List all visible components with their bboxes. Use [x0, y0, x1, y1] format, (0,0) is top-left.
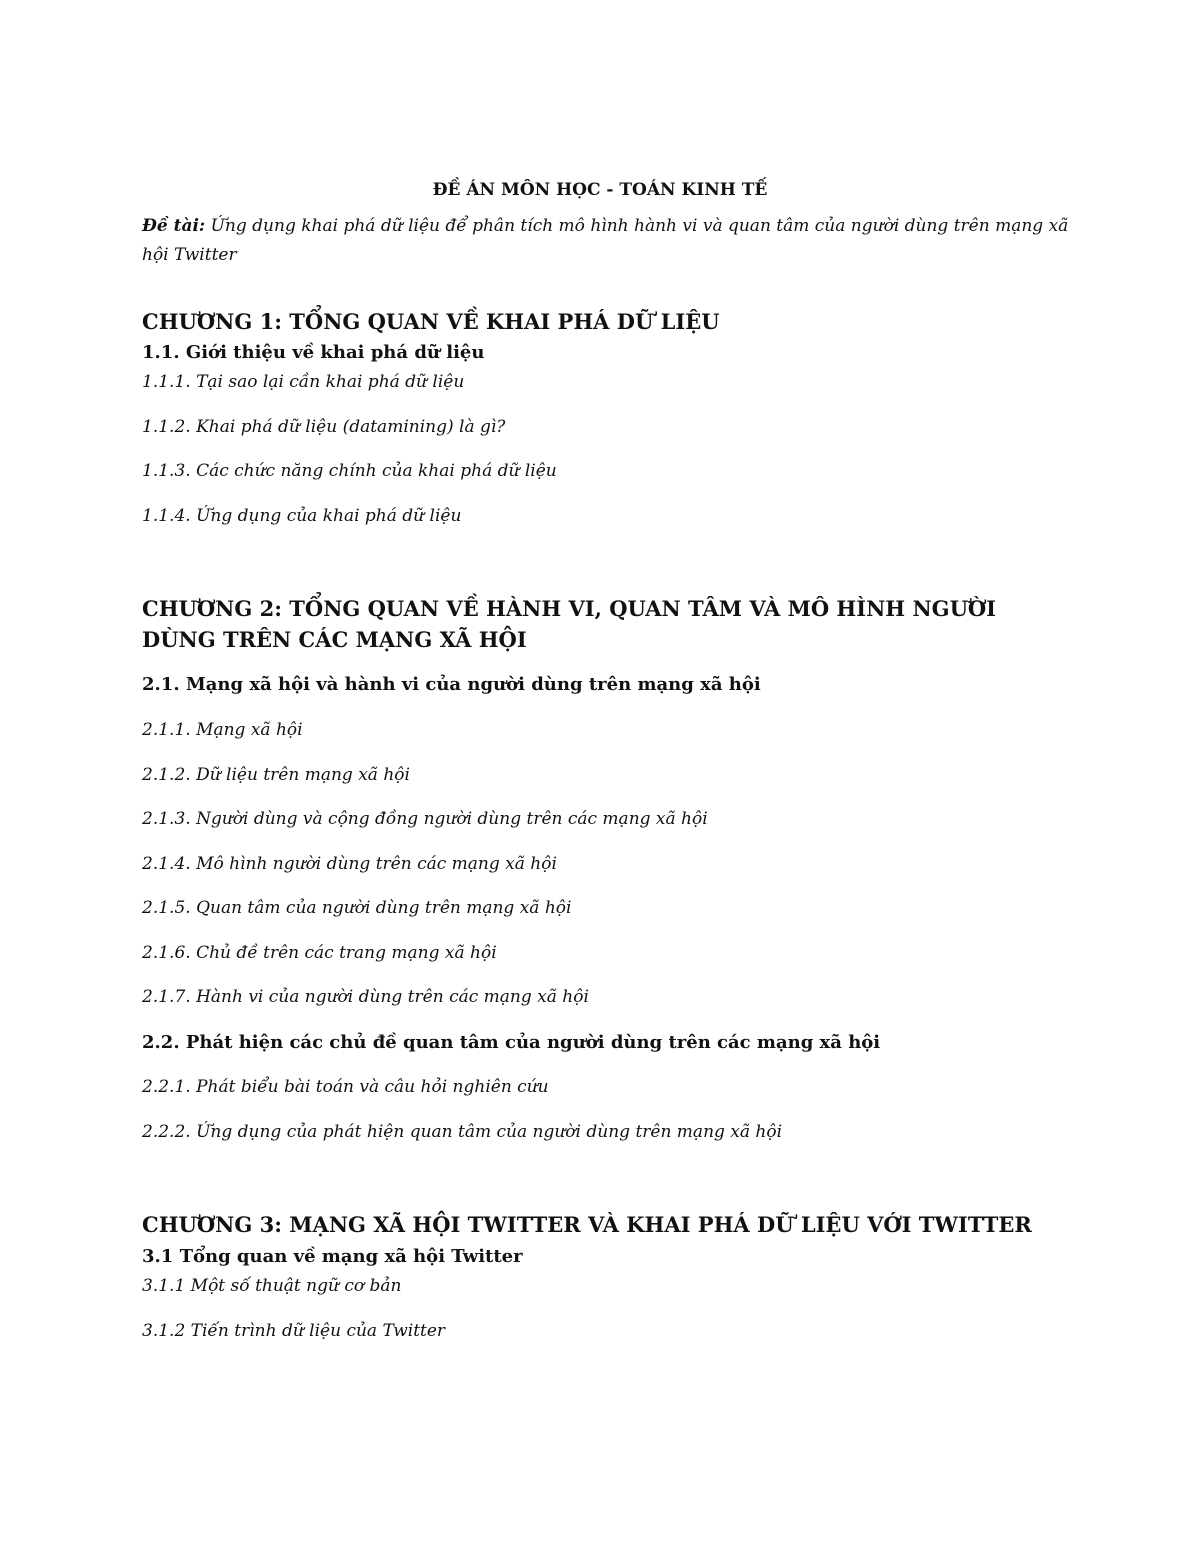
subsection-1-1-3: 1.1.3. Các chức năng chính của khai phá dữ liệu	[142, 461, 557, 481]
subsection-2-1-2: 2.1.2. Dữ liệu trên mạng xã hội	[142, 765, 410, 785]
subsection-3-1-1: 3.1.1 Một số thuật ngữ cơ bản	[142, 1276, 402, 1296]
topic-paragraph	[142, 212, 1072, 270]
subsection-2-1-5: 2.1.5. Quan tâm của người dùng trên mạng xã hội	[142, 898, 572, 918]
chapter-2-heading: CHƯƠNG 2: TỔNG QUAN VỀ HÀNH VI, QUAN TÂM VÀ MÔ HÌNH NGƯỜI DÙNG TRÊN CÁC MẠNG XÃ HỘI	[142, 596, 997, 652]
topic-label: Đề tài:	[142, 216, 206, 236]
subsection-2-1-4: 2.1.4. Mô hình người dùng trên các mạng xã hội	[142, 854, 557, 874]
section-1-1-heading: 1.1. Giới thiệu về khai phá dữ liệu	[142, 342, 485, 363]
subsection-2-2-2: 2.2.2. Ứng dụng của phát hiện quan tâm của người dùng trên mạng xã hội	[142, 1122, 783, 1142]
subsection-2-1-7: 2.1.7. Hành vi của người dùng trên các mạng xã hội	[142, 987, 589, 1007]
subsection-2-2-1: 2.2.1. Phát biểu bài toán và câu hỏi nghiên cứu	[142, 1077, 549, 1097]
section-3-1-heading: 3.1 Tổng quan về mạng xã hội Twitter	[142, 1246, 523, 1267]
chapter-1-heading: CHƯƠNG 1: TỔNG QUAN VỀ KHAI PHÁ DỮ LIỆU	[142, 309, 720, 334]
subsection-2-1-6: 2.1.6. Chủ đề trên các trang mạng xã hội	[142, 943, 497, 963]
subsection-3-1-2: 3.1.2 Tiến trình dữ liệu của Twitter	[142, 1321, 446, 1341]
document-title: ĐỀ ÁN MÔN HỌC - TOÁN KINH TẾ	[432, 180, 768, 200]
subsection-1-1-2: 1.1.2. Khai phá dữ liệu (datamining) là gì?	[142, 417, 506, 437]
section-2-1-heading: 2.1. Mạng xã hội và hành vi của người dùng trên mạng xã hội	[142, 674, 761, 695]
subsection-1-1-1: 1.1.1. Tại sao lại cần khai phá dữ liệu	[142, 372, 465, 392]
chapter-3-heading: CHƯƠNG 3: MẠNG XÃ HỘI TWITTER VÀ KHAI PHÁ DỮ LIỆU VỚI TWITTER	[142, 1212, 1032, 1237]
subsection-1-1-4: 1.1.4. Ứng dụng của khai phá dữ liệu	[142, 506, 462, 526]
topic-text: Ứng dụng khai phá dữ liệu để phân tích mô hình hành vi và quan tâm của người dùng trên mạng xã hội Twitter	[142, 216, 1069, 265]
subsection-2-1-1: 2.1.1. Mạng xã hội	[142, 720, 303, 740]
section-2-2-heading: 2.2. Phát hiện các chủ đề quan tâm của người dùng trên các mạng xã hội	[142, 1032, 881, 1053]
subsection-2-1-3: 2.1.3. Người dùng và cộng đồng người dùng trên các mạng xã hội	[142, 809, 708, 829]
